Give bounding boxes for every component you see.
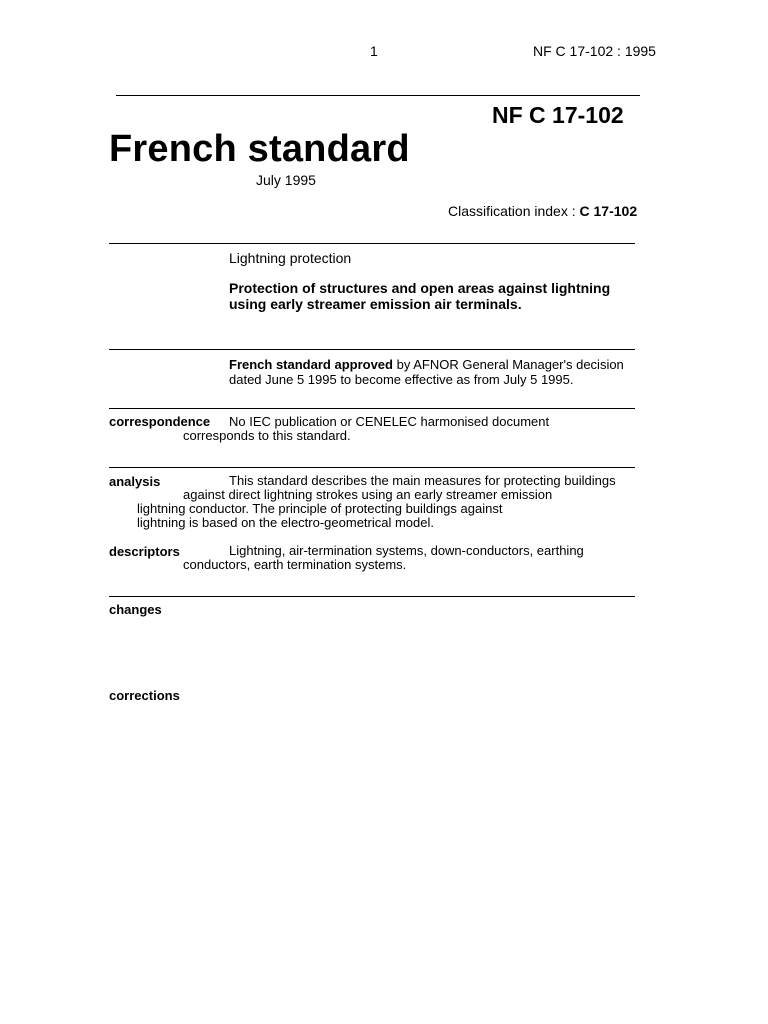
approval-line-1	[229, 357, 624, 372]
approval-bold-text: French standard approved	[229, 357, 393, 372]
analysis-line-4: lightning is based on the electro-geometrical model.	[137, 515, 435, 530]
page-title: French standard	[109, 128, 410, 170]
analysis-label: analysis	[109, 474, 161, 489]
document-reference: NF C 17-102 : 1995	[533, 43, 656, 59]
approval-statement	[229, 357, 624, 387]
section-rule-3	[109, 408, 635, 409]
standard-number: NF C 17-102	[492, 102, 624, 128]
correspondence-line-1: No IEC publication or CENELEC harmonised document	[229, 414, 550, 429]
descriptors-line-2: conductors, earth termination systems.	[183, 557, 407, 572]
approval-line-2: dated June 5 1995 to become effective as from July 5 1995.	[229, 372, 574, 387]
standard-title	[229, 280, 610, 312]
header-rule	[116, 95, 640, 96]
correspondence-line-2: corresponds to this standard.	[183, 428, 351, 443]
classification-index	[448, 203, 637, 219]
classification-value: C 17-102	[579, 203, 638, 219]
analysis-line-1: This standard describes the main measures for protecting buildings	[229, 473, 616, 488]
analysis-line-3: lightning conductor. The principle of protecting buildings against	[137, 501, 503, 516]
descriptors-label: descriptors	[109, 544, 180, 559]
corrections-label: corrections	[109, 688, 180, 703]
section-rule-1	[109, 243, 635, 244]
subject-category: Lightning protection	[229, 250, 352, 266]
standard-title-line-2: using early streamer emission air terminals.	[229, 296, 522, 312]
section-rule-4	[109, 467, 635, 468]
classification-label: Classification index :	[448, 203, 576, 219]
section-rule-5	[109, 596, 635, 597]
correspondence-label: correspondence	[109, 414, 211, 429]
analysis-line-2: against direct lightning strokes using an early streamer emission	[183, 487, 553, 502]
standard-title-line-1: Protection of structures and open areas against lightning	[229, 280, 611, 296]
changes-label: changes	[109, 602, 162, 617]
publication-date: July 1995	[256, 172, 316, 188]
approval-line-1-rest: by AFNOR General Manager's decision	[392, 357, 624, 372]
descriptors-line-1: Lightning, air-termination systems, down-conductors, earthing	[229, 543, 584, 558]
section-rule-2	[109, 349, 635, 350]
page-number: 1	[370, 43, 378, 59]
